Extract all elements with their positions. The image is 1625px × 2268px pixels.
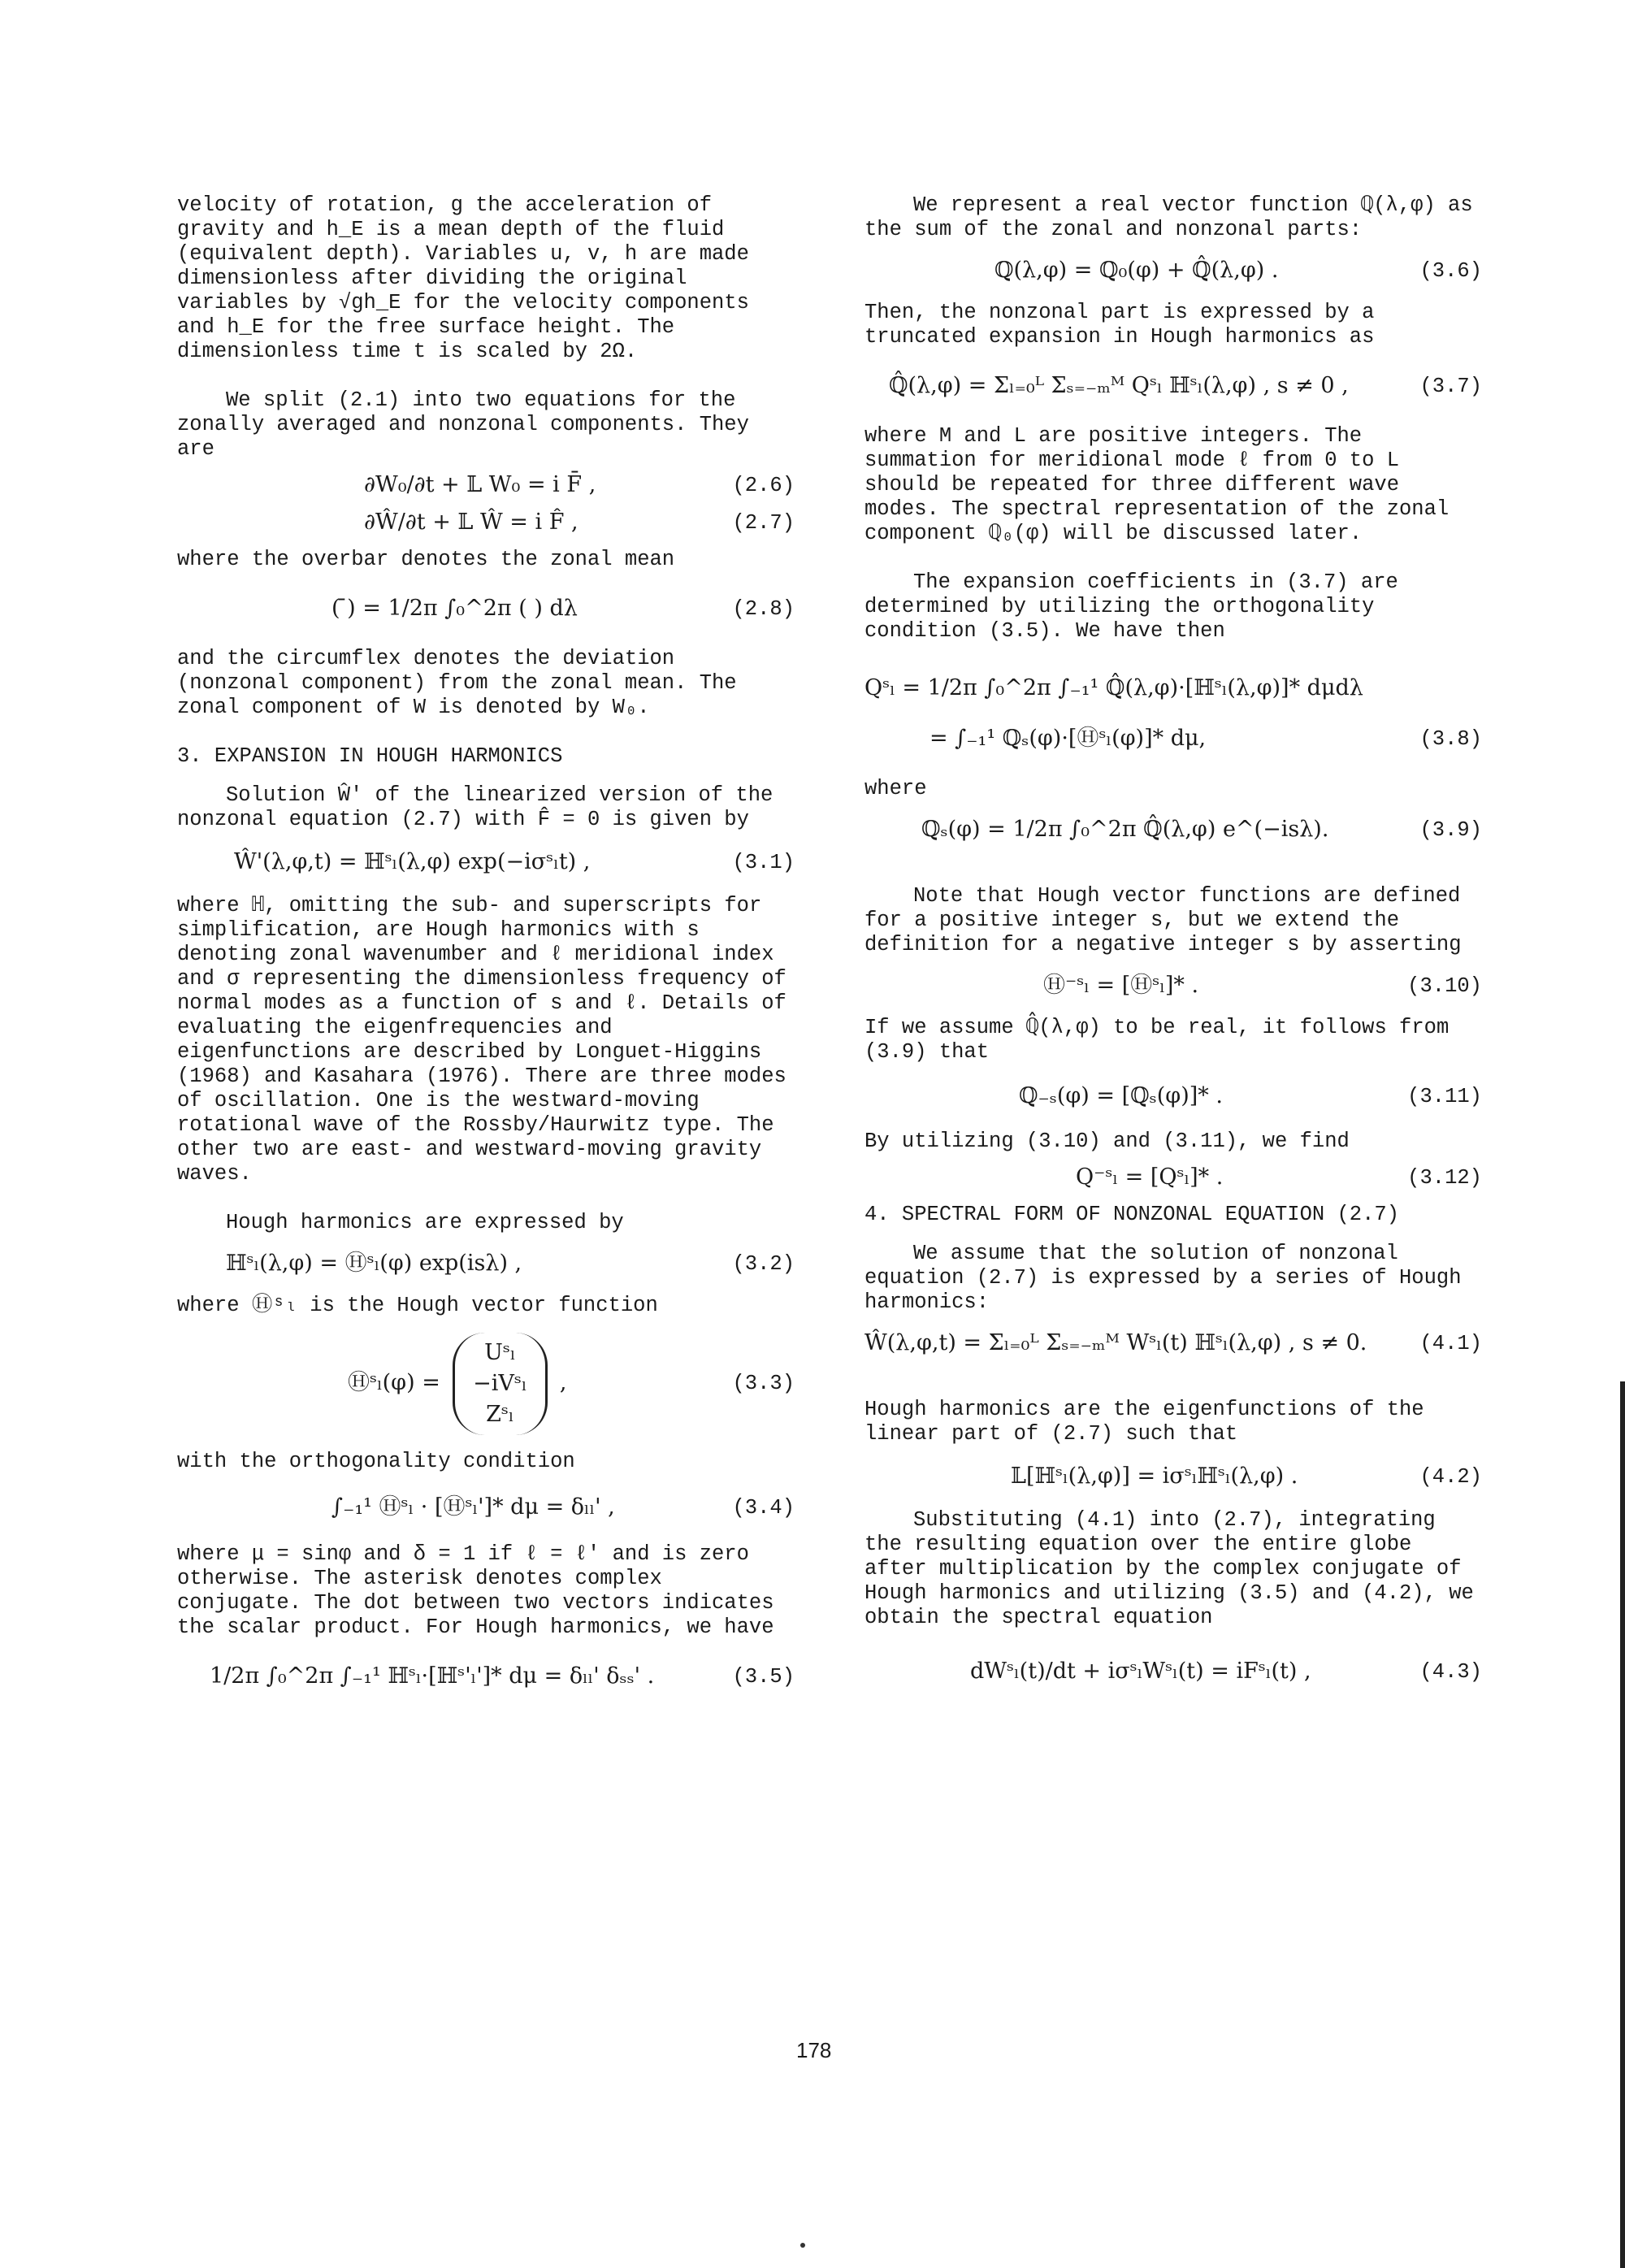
paragraph: Note that Hough vector functions are defined for a positive integer s, but we extend the definition for a negative integer s by asserting	[864, 884, 1462, 956]
paragraph: The expansion coefficients in (3.7) are determined by utilizing the orthogonality condition (3.5). We have then	[864, 570, 1398, 643]
paragraph: and the circumflex denotes the deviation (nonzonal component) from the zonal mean. The zonal component of W is denoted by W₀.	[177, 647, 737, 719]
paragraph: If we assume ℚ̂(λ,φ) to be real, it follows from (3.9) that	[864, 1016, 1450, 1064]
paragraph: where ℍ, omitting the sub- and superscripts for simplification, are Hough harmonics with s denoting zonal wavenumber and ℓ meridional index and σ representing the dimensionless frequency of normal modes as a function of s and ℓ. Details of evaluating the eigenfrequencies and eigenfunctions are described by Longuet-Higgins (1968) and Kasahara (1976). There are three modes of oscillation. One is the westward-moving rotational wave of the Rossby/Haurwitz type. The other two are east- and westward-moving gravity waves.	[177, 894, 786, 1186]
equation-3-11: ℚ₋ₛ(φ) = [ℚₛ(φ)]* . (3.11)	[1019, 1083, 1482, 1108]
hough-vector: Uˢₗ −iVˢₗ Zˢₗ	[453, 1333, 547, 1435]
equation-3-3: Ⓗˢₗ(φ) = Uˢₗ −iVˢₗ Zˢₗ , (3.3)	[177, 1333, 795, 1435]
equation-3-6: ℚ(λ,φ) = ℚ₀(φ) + ℚ̂(λ,φ) . (3.6)	[994, 258, 1482, 283]
paragraph: Hough harmonics are expressed by	[226, 1211, 624, 1234]
paragraph: with the orthogonality condition	[177, 1450, 575, 1473]
equation-3-12: Q⁻ˢₗ = [Qˢₗ]* . (3.12)	[1076, 1164, 1482, 1190]
equation-3-10: Ⓗ⁻ˢₗ = [Ⓗˢₗ]* . (3.10)	[1043, 973, 1482, 998]
paragraph: velocity of rotation, g the acceleration of gravity and h_E is a mean depth of the fluid (equivalent depth). Variables u, v, h are made dimensionless after dividing the original variables by √gh_E for the velocity components and h_E for the free surface height. The dimensionless time t is scaled by 2Ω.	[177, 193, 749, 363]
paragraph: Substituting (4.1) into (2.7), integrating the resulting equation over the entire globe after multiplication by the complex conjugate of Hough harmonics and utilizing (3.5) and (4.2), we obtain the spectral equation	[864, 1508, 1474, 1629]
paragraph: Then, the nonzonal part is expressed by a truncated expansion in Hough harmonics as	[864, 301, 1375, 349]
equation-3-1: Ŵ'(λ,φ,t) = ℍˢₗ(λ,φ) exp(−iσˢₗt) , (3.1)	[234, 849, 795, 874]
equation-3-7: ℚ̂(λ,φ) = Σₗ₌₀ᴸ Σₛ₌₋ₘᴹ Qˢₗ ℍˢₗ(λ,φ) , s ≠ 0 , (3.7)	[889, 373, 1482, 398]
equation-3-5: 1/2π ∫₀^2π ∫₋₁¹ ℍˢₗ·[ℍˢ'ₗ']* dμ = δₗₗ' δₛₛ' . (3.5)	[210, 1663, 795, 1689]
paragraph: We represent a real vector function ℚ(λ,φ) as the sum of the zonal and nonzonal parts:	[864, 193, 1473, 241]
label-where: where	[864, 777, 927, 800]
equation-2-8: ( ̄) = 1/2π ∫₀^2π ( ) dλ (2.8)	[332, 596, 795, 621]
equation-4-2: 𝕃[ℍˢₗ(λ,φ)] = iσˢₗℍˢₗ(λ,φ) . (4.2)	[1011, 1464, 1482, 1489]
paragraph: We split (2.1) into two equations for the zonally averaged and nonzonal components. They are	[177, 388, 749, 461]
equation-3-2: ℍˢₗ(λ,φ) = Ⓗˢₗ(φ) exp(isλ) , (3.2)	[226, 1251, 795, 1276]
equation-3-8: = ∫₋₁¹ ℚₛ(φ)·[Ⓗˢₗ(φ)]* dμ, (3.8)	[930, 726, 1482, 751]
equation-2-6: ∂W₀/∂t + 𝕃 W₀ = i F̄ , (2.6)	[364, 472, 795, 497]
paragraph: We assume that the solution of nonzonal equation (2.7) is expressed by a series of Hough harmonics:	[864, 1242, 1462, 1314]
paragraph: where M and L are positive integers. The summation for meridional mode ℓ from 0 to L should be repeated for three different wave modes. The spectral representation of the zonal component ℚ₀(φ) will be discussed later.	[864, 424, 1450, 545]
scan-edge	[1620, 1381, 1625, 2268]
paragraph: Hough harmonics are the eigenfunctions of the linear part of (2.7) such that	[864, 1398, 1424, 1446]
paragraph: where Ⓗˢₗ is the Hough vector function	[177, 1294, 658, 1317]
equation-3-9: ℚₛ(φ) = 1/2π ∫₀^2π ℚ̂(λ,φ) e^(−isλ). (3.9)	[921, 817, 1482, 842]
equation-4-3: dWˢₗ(t)/dt + iσˢₗWˢₗ(t) = iFˢₗ(t) , (4.3)	[970, 1659, 1482, 1684]
right-column	[864, 193, 1482, 1715]
equation-4-1: Ŵ(λ,φ,t) = Σₗ₌₀ᴸ Σₛ₌₋ₘᴹ Wˢₗ(t) ℍˢₗ(λ,φ) , s ≠ 0. (4.1)	[864, 1330, 1482, 1355]
scan-dot	[800, 2243, 805, 2248]
section-heading-3: 3. EXPANSION IN HOUGH HARMONICS	[177, 744, 563, 768]
equation-2-7: ∂Ŵ/∂t + 𝕃 Ŵ = i F̂ , (2.7)	[364, 510, 795, 535]
paragraph: Solution Ŵ' of the linearized version of the nonzonal equation (2.7) with F̂ = 0 is given by	[177, 783, 774, 831]
page-number: 178	[796, 2038, 832, 2062]
section-heading-4: 4. SPECTRAL FORM OF NONZONAL EQUATION (2.7)	[864, 1203, 1400, 1226]
paragraph: By utilizing (3.10) and (3.11), we find	[864, 1130, 1350, 1153]
equation-3-8a: Qˢₗ = 1/2π ∫₀^2π ∫₋₁¹ ℚ̂(λ,φ)·[ℍˢₗ(λ,φ)]* dμdλ	[864, 675, 1363, 700]
equation-3-4: ∫₋₁¹ Ⓗˢₗ · [Ⓗˢₗ']* dμ = δₗₗ' , (3.4)	[332, 1494, 795, 1520]
paragraph: where the overbar denotes the zonal mean	[177, 548, 675, 571]
left-column	[177, 193, 795, 1715]
paragraph: where μ = sinφ and δ = 1 if ℓ = ℓ' and is zero otherwise. The asterisk denotes complex conjugate. The dot between two vectors indicates the scalar product. For Hough harmonics, we have	[177, 1542, 774, 1639]
